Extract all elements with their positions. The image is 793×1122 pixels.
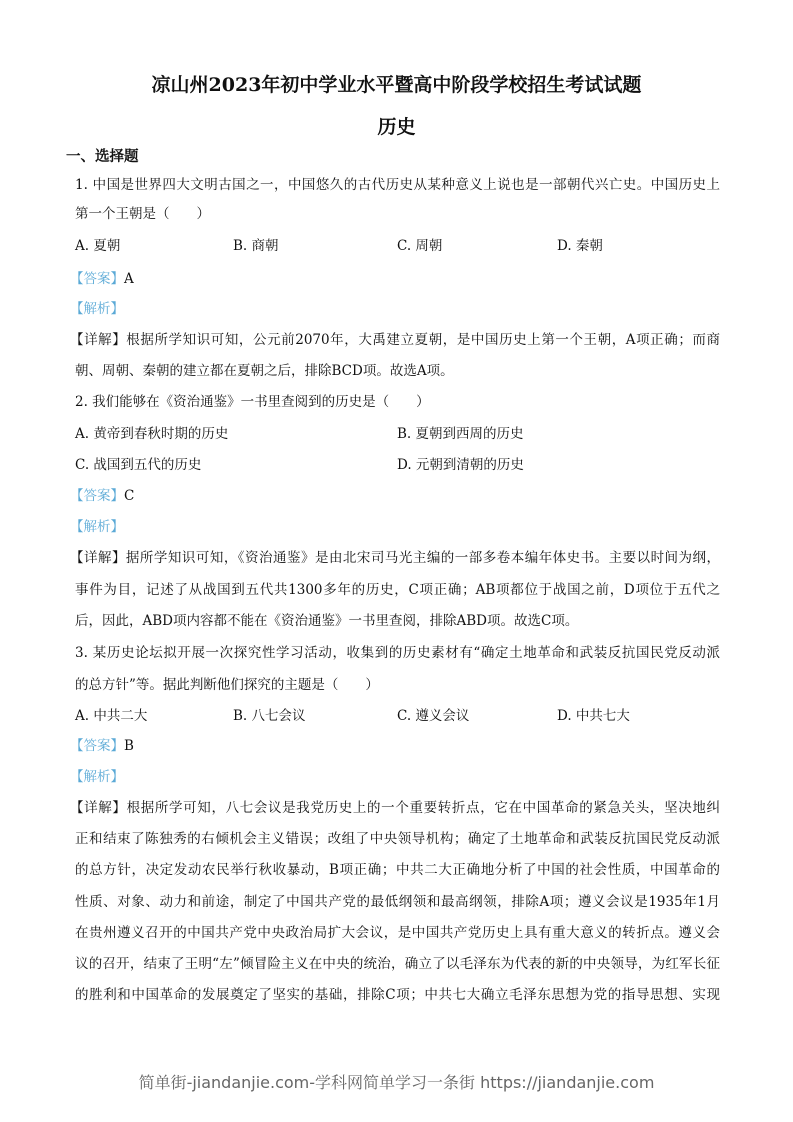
q1-option-b: B. 商朝 <box>233 238 279 254</box>
section-heading: 一、选择题 <box>66 148 139 165</box>
q2-option-b: B. 夏朝到西周的历史 <box>397 426 524 442</box>
q2-answer <box>70 486 715 506</box>
q3-detail: 正和结束了陈独秀的右倾机会主义错误；改组了中央领导机构；确定了土地革命和武装反抗国民党反动派 <box>75 831 720 847</box>
q3-answer <box>70 736 715 756</box>
page-title: 凉山州2023年初中学业水平暨高中阶段学校招生考试试题 <box>151 74 642 96</box>
analysis-label: 【解析】 <box>70 301 124 317</box>
q1-option-c: C. 周朝 <box>397 238 443 254</box>
question-1-text: 第一个王朝是（ ） <box>75 206 210 222</box>
q2-option-d: D. 元朝到清朝的历史 <box>397 457 524 473</box>
q2-detail: 后，因此，ABD项内容都不能在《资治通鉴》一书里查阅，排除ABD项。故选C项。 <box>75 613 579 629</box>
q2-detail: 事件为目，记述了从战国到五代共1300多年的历史，C项正确；AB项都位于战国之前，D项位于五代之 <box>75 582 720 598</box>
q1-option-d: D. 秦朝 <box>557 238 603 254</box>
q3-detail: 性质、对象、动力和前途，制定了中国共产党的最低纲领和最高纲领，排除A项；遵义会议是1935年1月 <box>75 894 720 910</box>
question-1-text: 1. 中国是世界四大文明古国之一，中国悠久的古代历史从某种意义上说也是一部朝代兴亡史。中国历史上 <box>75 177 720 193</box>
q3-detail: 议的召开，结束了王明“左”倾冒险主义在中央的统治，确立了以毛泽东为代表的新的中央领导，为红军长征 <box>75 956 720 972</box>
question-3-text: 3. 某历史论坛拟开展一次探究性学习活动，收集到的历史素材有“确定土地革命和武装反抗国民党反动派 <box>75 645 720 661</box>
q3-detail: 的总方针，决定发动农民举行秋收暴动，B项正确；中共二大正确地分析了中国的社会性质，中国革命的 <box>75 862 720 878</box>
analysis-label: 【解析】 <box>70 519 124 535</box>
q2-detail: 【详解】据所学知识可知，《资治通鉴》是由北宋司马光主编的一部多卷本编年体史书。主要以时间为纲， <box>70 550 720 566</box>
answer-label: 【答案】 <box>70 738 124 754</box>
analysis-label: 【解析】 <box>70 769 124 785</box>
answer-value: A <box>124 271 134 287</box>
q3-option-b: B. 八七会议 <box>233 708 306 724</box>
q3-detail: 【详解】根据所学可知，八七会议是我党历史上的一个重要转折点，它在中国革命的紧急关头，坚决地纠 <box>70 800 720 816</box>
footer-watermark: 简单街-jiandanjie.com-学科网简单学习一条街 https://jiandanjie.com <box>138 1073 655 1092</box>
q3-detail: 在贵州遵义召开的中国共产党中央政治局扩大会议，是中国共产党历史上具有重大意义的转折点。遵义会 <box>75 925 720 941</box>
answer-label: 【答案】 <box>70 271 124 287</box>
answer-label: 【答案】 <box>70 488 124 504</box>
q1-option-a: A. 夏朝 <box>75 238 121 254</box>
q1-answer <box>70 269 715 289</box>
q1-detail: 朝、周朝、秦朝的建立都在夏朝之后，排除BCD项。故选A项。 <box>75 363 454 379</box>
q3-detail: 的胜利和中国革命的发展奠定了坚实的基础，排除C项；中共七大确立毛泽东思想为党的指导思想、实现 <box>75 987 720 1003</box>
q2-option-a: A. 黄帝到春秋时期的历史 <box>75 426 229 442</box>
q3-option-c: C. 遵义会议 <box>397 708 470 724</box>
answer-value: C <box>124 488 135 504</box>
q3-option-d: D. 中共七大 <box>557 708 630 724</box>
q1-detail: 【详解】根据所学知识可知，公元前2070年，大禹建立夏朝，是中国历史上第一个王朝，A项正确；而商 <box>70 332 720 348</box>
question-3-text: 的总方针”等。据此判断他们探究的主题是（ ） <box>75 677 379 693</box>
q3-option-a: A. 中共二大 <box>75 708 148 724</box>
answer-value: B <box>124 738 134 754</box>
question-2-text: 2. 我们能够在《资治通鉴》一书里查阅到的历史是（ ） <box>75 394 430 410</box>
subject-title: 历史 <box>377 116 416 138</box>
q2-option-c: C. 战国到五代的历史 <box>75 457 202 473</box>
